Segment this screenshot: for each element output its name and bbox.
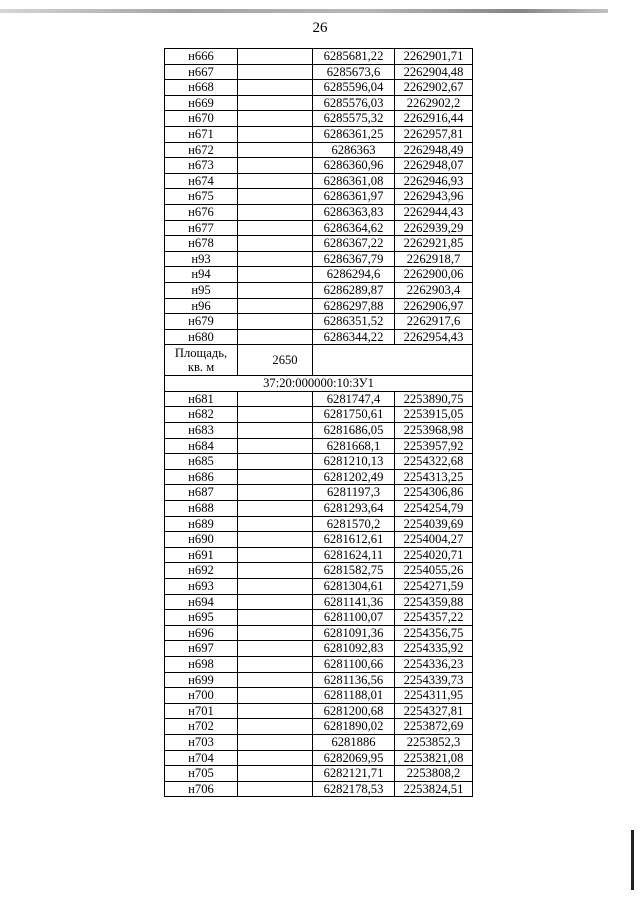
y-coordinate-cell: 2254055,26 bbox=[395, 563, 473, 579]
table-row bbox=[165, 656, 473, 672]
y-coordinate-cell: 2262902,2 bbox=[395, 95, 473, 111]
y-coordinate-cell: 2254039,69 bbox=[395, 516, 473, 532]
blank-cell bbox=[238, 142, 313, 158]
point-cell: н667 bbox=[165, 64, 238, 80]
table-row bbox=[165, 189, 473, 205]
table-row bbox=[165, 111, 473, 127]
point-cell: н700 bbox=[165, 688, 238, 704]
blank-cell bbox=[238, 672, 313, 688]
scan-edge-top bbox=[0, 9, 608, 13]
point-cell: н670 bbox=[165, 111, 238, 127]
table-row bbox=[165, 719, 473, 735]
table-row bbox=[165, 173, 473, 189]
x-coordinate-cell: 6281202,49 bbox=[313, 469, 395, 485]
x-coordinate-cell: 6282121,71 bbox=[313, 766, 395, 782]
blank-cell bbox=[238, 220, 313, 236]
table-row bbox=[165, 282, 473, 298]
x-coordinate-cell: 6286361,08 bbox=[313, 173, 395, 189]
table-row bbox=[165, 204, 473, 220]
x-coordinate-cell: 6285576,03 bbox=[313, 95, 395, 111]
table-row bbox=[165, 579, 473, 595]
table-row bbox=[165, 454, 473, 470]
table-row bbox=[165, 625, 473, 641]
point-cell: н677 bbox=[165, 220, 238, 236]
x-coordinate-cell: 6281100,66 bbox=[313, 656, 395, 672]
x-coordinate-cell: 6281612,61 bbox=[313, 532, 395, 548]
area-value: 2650 bbox=[238, 345, 313, 376]
y-coordinate-cell: 2254322,68 bbox=[395, 454, 473, 470]
y-coordinate-cell: 2254327,81 bbox=[395, 703, 473, 719]
blank-cell bbox=[238, 547, 313, 563]
y-coordinate-cell: 2262903,4 bbox=[395, 282, 473, 298]
y-coordinate-cell: 2253808,2 bbox=[395, 766, 473, 782]
x-coordinate-cell: 6281136,56 bbox=[313, 672, 395, 688]
table-row bbox=[165, 703, 473, 719]
area-empty-cell bbox=[313, 345, 473, 376]
x-coordinate-cell: 6281210,13 bbox=[313, 454, 395, 470]
table-body-section-a bbox=[165, 49, 473, 345]
y-coordinate-cell: 2262904,48 bbox=[395, 64, 473, 80]
y-coordinate-cell: 2254004,27 bbox=[395, 532, 473, 548]
point-cell: н676 bbox=[165, 204, 238, 220]
point-cell: н683 bbox=[165, 423, 238, 439]
y-coordinate-cell: 2254020,71 bbox=[395, 547, 473, 563]
y-coordinate-cell: 2254254,79 bbox=[395, 501, 473, 517]
blank-cell bbox=[238, 298, 313, 314]
x-coordinate-cell: 6286344,22 bbox=[313, 329, 395, 345]
table-row bbox=[165, 80, 473, 96]
section-title-row bbox=[165, 376, 473, 392]
point-cell: н675 bbox=[165, 189, 238, 205]
y-coordinate-cell: 2262946,93 bbox=[395, 173, 473, 189]
area-label-line1: Площадь, bbox=[174, 345, 228, 360]
table-row bbox=[165, 329, 473, 345]
x-coordinate-cell: 6281747,4 bbox=[313, 391, 395, 407]
x-coordinate-cell: 6281141,36 bbox=[313, 594, 395, 610]
point-cell: н697 bbox=[165, 641, 238, 657]
table-row bbox=[165, 236, 473, 252]
point-cell: н684 bbox=[165, 438, 238, 454]
table-row bbox=[165, 734, 473, 750]
y-coordinate-cell: 2254339,73 bbox=[395, 672, 473, 688]
y-coordinate-cell: 2262921,85 bbox=[395, 236, 473, 252]
blank-cell bbox=[238, 329, 313, 345]
blank-cell bbox=[238, 80, 313, 96]
y-coordinate-cell: 2262948,07 bbox=[395, 158, 473, 174]
point-cell: н686 bbox=[165, 469, 238, 485]
blank-cell bbox=[238, 438, 313, 454]
blank-cell bbox=[238, 579, 313, 595]
blank-cell bbox=[238, 532, 313, 548]
point-cell: н681 bbox=[165, 391, 238, 407]
table-row bbox=[165, 688, 473, 704]
table-row bbox=[165, 641, 473, 657]
y-coordinate-cell: 2262944,43 bbox=[395, 204, 473, 220]
point-cell: н688 bbox=[165, 501, 238, 517]
blank-cell bbox=[238, 516, 313, 532]
table-row bbox=[165, 563, 473, 579]
point-cell: н690 bbox=[165, 532, 238, 548]
x-coordinate-cell: 6285681,22 bbox=[313, 49, 395, 65]
x-coordinate-cell: 6281304,61 bbox=[313, 579, 395, 595]
point-cell: н679 bbox=[165, 314, 238, 330]
table-row bbox=[165, 469, 473, 485]
blank-cell bbox=[238, 236, 313, 252]
table-row bbox=[165, 158, 473, 174]
table-row bbox=[165, 485, 473, 501]
point-cell: н692 bbox=[165, 563, 238, 579]
blank-cell bbox=[238, 454, 313, 470]
point-cell: н674 bbox=[165, 173, 238, 189]
x-coordinate-cell: 6281686,05 bbox=[313, 423, 395, 439]
blank-cell bbox=[238, 126, 313, 142]
table-row bbox=[165, 594, 473, 610]
blank-cell bbox=[238, 251, 313, 267]
x-coordinate-cell: 6286367,79 bbox=[313, 251, 395, 267]
y-coordinate-cell: 2253968,98 bbox=[395, 423, 473, 439]
blank-cell bbox=[238, 173, 313, 189]
y-coordinate-cell: 2262902,67 bbox=[395, 80, 473, 96]
table-row bbox=[165, 126, 473, 142]
point-cell: н695 bbox=[165, 610, 238, 626]
x-coordinate-cell: 6282069,95 bbox=[313, 750, 395, 766]
y-coordinate-cell: 2262917,6 bbox=[395, 314, 473, 330]
table-row bbox=[165, 610, 473, 626]
blank-cell bbox=[238, 719, 313, 735]
table-row bbox=[165, 49, 473, 65]
table-body-section-b bbox=[165, 391, 473, 796]
y-coordinate-cell: 2254356,75 bbox=[395, 625, 473, 641]
point-cell: н698 bbox=[165, 656, 238, 672]
x-coordinate-cell: 6281624,11 bbox=[313, 547, 395, 563]
point-cell: н705 bbox=[165, 766, 238, 782]
point-cell: н703 bbox=[165, 734, 238, 750]
table-row bbox=[165, 220, 473, 236]
table-row bbox=[165, 501, 473, 517]
blank-cell bbox=[238, 766, 313, 782]
table-row bbox=[165, 766, 473, 782]
point-cell: н96 bbox=[165, 298, 238, 314]
x-coordinate-cell: 6281091,36 bbox=[313, 625, 395, 641]
y-coordinate-cell: 2254311,95 bbox=[395, 688, 473, 704]
point-cell: н678 bbox=[165, 236, 238, 252]
y-coordinate-cell: 2262900,06 bbox=[395, 267, 473, 283]
point-cell: н680 bbox=[165, 329, 238, 345]
y-coordinate-cell: 2262918,7 bbox=[395, 251, 473, 267]
table-row bbox=[165, 547, 473, 563]
blank-cell bbox=[238, 189, 313, 205]
y-coordinate-cell: 2253852,3 bbox=[395, 734, 473, 750]
x-coordinate-cell: 6286294,6 bbox=[313, 267, 395, 283]
x-coordinate-cell: 6285673,6 bbox=[313, 64, 395, 80]
blank-cell bbox=[238, 781, 313, 797]
x-coordinate-cell: 6286289,87 bbox=[313, 282, 395, 298]
x-coordinate-cell: 6286297,88 bbox=[313, 298, 395, 314]
point-cell: н685 bbox=[165, 454, 238, 470]
y-coordinate-cell: 2253872,69 bbox=[395, 719, 473, 735]
blank-cell bbox=[238, 111, 313, 127]
point-cell: н706 bbox=[165, 781, 238, 797]
x-coordinate-cell: 6286363,83 bbox=[313, 204, 395, 220]
y-coordinate-cell: 2262948,49 bbox=[395, 142, 473, 158]
table-row bbox=[165, 298, 473, 314]
table-row bbox=[165, 64, 473, 80]
area-row bbox=[165, 345, 473, 376]
table-row bbox=[165, 267, 473, 283]
x-coordinate-cell: 6286363 bbox=[313, 142, 395, 158]
y-coordinate-cell: 2262901,71 bbox=[395, 49, 473, 65]
point-cell: н687 bbox=[165, 485, 238, 501]
blank-cell bbox=[238, 423, 313, 439]
y-coordinate-cell: 2253957,92 bbox=[395, 438, 473, 454]
blank-cell bbox=[238, 407, 313, 423]
y-coordinate-cell: 2254313,25 bbox=[395, 469, 473, 485]
blank-cell bbox=[238, 656, 313, 672]
table-row bbox=[165, 407, 473, 423]
blank-cell bbox=[238, 594, 313, 610]
scan-edge-right bbox=[631, 830, 634, 890]
blank-cell bbox=[238, 641, 313, 657]
x-coordinate-cell: 6281100,07 bbox=[313, 610, 395, 626]
y-coordinate-cell: 2254336,23 bbox=[395, 656, 473, 672]
area-summary bbox=[165, 345, 473, 392]
blank-cell bbox=[238, 49, 313, 65]
table-row bbox=[165, 516, 473, 532]
table-row bbox=[165, 251, 473, 267]
table-row bbox=[165, 532, 473, 548]
blank-cell bbox=[238, 610, 313, 626]
y-coordinate-cell: 2262939,29 bbox=[395, 220, 473, 236]
table-row bbox=[165, 423, 473, 439]
point-cell: н696 bbox=[165, 625, 238, 641]
table-row bbox=[165, 314, 473, 330]
blank-cell bbox=[238, 391, 313, 407]
blank-cell bbox=[238, 314, 313, 330]
table-row bbox=[165, 438, 473, 454]
x-coordinate-cell: 6281197,3 bbox=[313, 485, 395, 501]
x-coordinate-cell: 6281293,64 bbox=[313, 501, 395, 517]
y-coordinate-cell: 2262954,43 bbox=[395, 329, 473, 345]
point-cell: н701 bbox=[165, 703, 238, 719]
y-coordinate-cell: 2262916,44 bbox=[395, 111, 473, 127]
point-cell: н673 bbox=[165, 158, 238, 174]
point-cell: н672 bbox=[165, 142, 238, 158]
y-coordinate-cell: 2262957,81 bbox=[395, 126, 473, 142]
blank-cell bbox=[238, 688, 313, 704]
point-cell: н95 bbox=[165, 282, 238, 298]
x-coordinate-cell: 6281886 bbox=[313, 734, 395, 750]
x-coordinate-cell: 6281582,75 bbox=[313, 563, 395, 579]
point-cell: н671 bbox=[165, 126, 238, 142]
section-title: 37:20:000000:10:ЗУ1 bbox=[165, 376, 473, 392]
blank-cell bbox=[238, 204, 313, 220]
area-label bbox=[165, 345, 238, 376]
x-coordinate-cell: 6286364,62 bbox=[313, 220, 395, 236]
blank-cell bbox=[238, 703, 313, 719]
blank-cell bbox=[238, 750, 313, 766]
x-coordinate-cell: 6286361,97 bbox=[313, 189, 395, 205]
blank-cell bbox=[238, 625, 313, 641]
point-cell: н699 bbox=[165, 672, 238, 688]
y-coordinate-cell: 2253824,51 bbox=[395, 781, 473, 797]
x-coordinate-cell: 6285575,32 bbox=[313, 111, 395, 127]
point-cell: н694 bbox=[165, 594, 238, 610]
coordinates-table bbox=[164, 48, 473, 797]
y-coordinate-cell: 2262943,96 bbox=[395, 189, 473, 205]
table-row bbox=[165, 391, 473, 407]
point-cell: н693 bbox=[165, 579, 238, 595]
page-number: 26 bbox=[312, 20, 328, 36]
x-coordinate-cell: 6281570,2 bbox=[313, 516, 395, 532]
x-coordinate-cell: 6286360,96 bbox=[313, 158, 395, 174]
blank-cell bbox=[238, 282, 313, 298]
table-row bbox=[165, 142, 473, 158]
area-label-line2: кв. м bbox=[187, 360, 215, 375]
point-cell: н668 bbox=[165, 80, 238, 96]
x-coordinate-cell: 6286361,25 bbox=[313, 126, 395, 142]
blank-cell bbox=[238, 64, 313, 80]
y-coordinate-cell: 2253821,08 bbox=[395, 750, 473, 766]
y-coordinate-cell: 2253915,05 bbox=[395, 407, 473, 423]
x-coordinate-cell: 6286367,22 bbox=[313, 236, 395, 252]
point-cell: н704 bbox=[165, 750, 238, 766]
y-coordinate-cell: 2254335,92 bbox=[395, 641, 473, 657]
x-coordinate-cell: 6281188,01 bbox=[313, 688, 395, 704]
y-coordinate-cell: 2254306,86 bbox=[395, 485, 473, 501]
x-coordinate-cell: 6281200,68 bbox=[313, 703, 395, 719]
y-coordinate-cell: 2254359,88 bbox=[395, 594, 473, 610]
table-row bbox=[165, 95, 473, 111]
point-cell: н94 bbox=[165, 267, 238, 283]
blank-cell bbox=[238, 267, 313, 283]
blank-cell bbox=[238, 485, 313, 501]
blank-cell bbox=[238, 501, 313, 517]
blank-cell bbox=[238, 158, 313, 174]
table-row bbox=[165, 750, 473, 766]
point-cell: н669 bbox=[165, 95, 238, 111]
table-row bbox=[165, 781, 473, 797]
point-cell: н702 bbox=[165, 719, 238, 735]
x-coordinate-cell: 6281890,02 bbox=[313, 719, 395, 735]
y-coordinate-cell: 2254357,22 bbox=[395, 610, 473, 626]
blank-cell bbox=[238, 95, 313, 111]
point-cell: н93 bbox=[165, 251, 238, 267]
x-coordinate-cell: 6282178,53 bbox=[313, 781, 395, 797]
x-coordinate-cell: 6281750,61 bbox=[313, 407, 395, 423]
point-cell: н682 bbox=[165, 407, 238, 423]
blank-cell bbox=[238, 469, 313, 485]
y-coordinate-cell: 2253890,75 bbox=[395, 391, 473, 407]
point-cell: н691 bbox=[165, 547, 238, 563]
blank-cell bbox=[238, 563, 313, 579]
point-cell: н689 bbox=[165, 516, 238, 532]
table-row bbox=[165, 672, 473, 688]
y-coordinate-cell: 2254271,59 bbox=[395, 579, 473, 595]
y-coordinate-cell: 2262906,97 bbox=[395, 298, 473, 314]
x-coordinate-cell: 6281092,83 bbox=[313, 641, 395, 657]
x-coordinate-cell: 6286351,52 bbox=[313, 314, 395, 330]
blank-cell bbox=[238, 734, 313, 750]
x-coordinate-cell: 6281668,1 bbox=[313, 438, 395, 454]
x-coordinate-cell: 6285596,04 bbox=[313, 80, 395, 96]
point-cell: н666 bbox=[165, 49, 238, 65]
